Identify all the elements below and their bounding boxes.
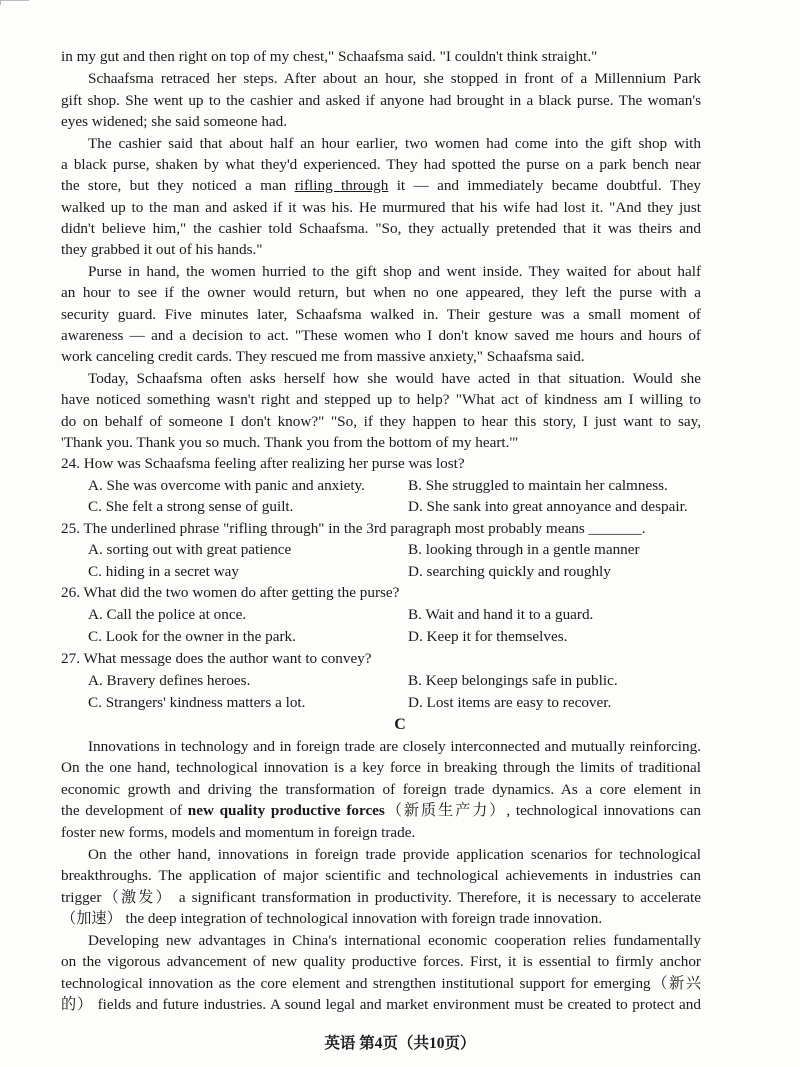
question-stem bbox=[61, 518, 701, 539]
passage-text: it — and immediately became doubtful. They bbox=[396, 177, 702, 194]
question-stem: 24. How was Schaafsma feeling after realizing her purse was lost? bbox=[61, 455, 465, 472]
passage-line: Innovations in technology and in foreign trade are closely interconnected and mutually reinforcing. bbox=[88, 738, 701, 755]
passage-line: walked up to the man and asked if it was his. He murmured that his wife had lost it. "And they just bbox=[61, 199, 701, 216]
passage-line: eyes widened; she said someone had. bbox=[61, 113, 288, 130]
passage-line: security guard. Five minutes later, Schaafsma walked in. Their gesture was a small moment of bbox=[61, 306, 701, 323]
answer-option[interactable]: A. sorting out with great patience bbox=[88, 541, 292, 558]
passage-text: the store, but they noticed a man bbox=[61, 177, 287, 194]
answer-option[interactable]: D. Lost items are easy to recover. bbox=[408, 694, 612, 711]
question-stem: 27. What message does the author want to convey? bbox=[61, 650, 372, 667]
answer-option[interactable]: C. Strangers' kindness matters a lot. bbox=[88, 694, 306, 711]
bold-term: new quality productive forces bbox=[187, 802, 385, 819]
passage-line: do on behalf of someone I don't know?" "So, if they happen to hear this story, I just want to say, bbox=[61, 413, 701, 430]
answer-option[interactable]: A. She was overcome with panic and anxiety. bbox=[88, 477, 365, 494]
answer-option[interactable]: C. She felt a strong sense of guilt. bbox=[88, 498, 294, 515]
answer-blank: _______. bbox=[588, 520, 646, 537]
passage-text: （新质生产力）, technological innovations can bbox=[384, 802, 702, 819]
passage-line: in my gut and then right on top of my chest," Schaafsma said. "I couldn't think straight." bbox=[61, 48, 598, 65]
answer-option[interactable]: A. Bravery defines heroes. bbox=[88, 672, 251, 689]
passage-line: On the other hand, innovations in foreign trade provide application scenarios for technological bbox=[88, 846, 701, 863]
passage-line: gift shop. She went up to the cashier and asked if anyone had brought in a black purse. The woman's bbox=[61, 92, 701, 109]
passage-line: economic growth and driving the transformation of foreign trade dynamics. As a core element in bbox=[61, 781, 701, 798]
answer-option[interactable]: B. looking through in a gentle manner bbox=[408, 541, 640, 558]
passage-line: they grabbed it out of his hands." bbox=[61, 241, 263, 258]
underlined-phrase: rifling through bbox=[294, 177, 389, 194]
passage-line: have noticed something wasn't right and stepped up to help? "What act of kindness am I willing to bbox=[61, 391, 701, 408]
section-heading: C bbox=[394, 716, 406, 733]
passage-text: the development of bbox=[61, 802, 183, 819]
passage-line: foster new forms, models and momentum in foreign trade. bbox=[61, 824, 416, 841]
passage-line: work canceling credit cards. They rescued me from massive anxiety," Schaafsma said. bbox=[61, 348, 585, 365]
passage-line: The cashier said that about half an hour earlier, two women had come into the gift shop with bbox=[88, 135, 701, 152]
answer-option[interactable]: D. Keep it for themselves. bbox=[408, 628, 568, 645]
passage-line: didn't believe him," the cashier told Schaafsma. "So, they actually pretended that it was theirs and bbox=[61, 220, 701, 237]
passage-line: on the vigorous advancement of new quality productive forces. First, it is essential to firmly anchor bbox=[61, 953, 701, 970]
passage-line: awareness — and a decision to act. "These women who I don't know saved me hours and hours of bbox=[61, 327, 701, 344]
answer-option[interactable]: D. searching quickly and roughly bbox=[408, 563, 611, 580]
passage-line-with-underline bbox=[61, 175, 701, 196]
passage-line: （加速） the deep integration of technological innovation with foreign trade innovation. bbox=[61, 910, 603, 927]
passage-line: an hour to see if the owner would return, but when no one appeared, they left the purse with a bbox=[61, 284, 701, 301]
scan-corner-mark bbox=[0, 0, 29, 5]
passage-line: On the one hand, technological innovation is a key force in breaking through the limits of traditional bbox=[61, 759, 701, 776]
answer-option[interactable]: D. She sank into great annoyance and despair. bbox=[408, 498, 688, 515]
passage-line: Schaafsma retraced her steps. After about an hour, she stopped in front of a Millennium Park bbox=[88, 70, 701, 87]
question-stem: 26. What did the two women do after getting the purse? bbox=[61, 584, 400, 601]
answer-option[interactable]: B. Keep belongings safe in public. bbox=[408, 672, 618, 689]
passage-line: breakthroughs. The application of major scientific and technological achievements in industries can bbox=[61, 867, 701, 884]
passage-line: a black purse, shaken by what they'd experienced. They had spotted the purse on a park bench near bbox=[61, 156, 701, 173]
passage-line: Today, Schaafsma often asks herself how she would have acted in that situation. Would she bbox=[88, 370, 701, 387]
passage-line: Developing new advantages in China's international economic cooperation relies fundamentally bbox=[88, 932, 701, 949]
passage-line-with-bold bbox=[61, 800, 701, 821]
answer-option[interactable]: B. Wait and hand it to a guard. bbox=[408, 606, 594, 623]
answer-option[interactable]: B. She struggled to maintain her calmness. bbox=[408, 477, 668, 494]
passage-line: 'Thank you. Thank you so much. Thank you from the bottom of my heart.'" bbox=[61, 434, 519, 451]
passage-line: trigger（激发） a significant transformation in productivity. Therefore, it is necessary to accelerate bbox=[61, 889, 701, 906]
answer-option[interactable]: A. Call the police at once. bbox=[88, 606, 247, 623]
passage-line: technological innovation as the core element and strengthen institutional support for emerging（新兴 bbox=[61, 975, 701, 992]
question-text: 25. The underlined phrase "rifling through" in the 3rd paragraph most probably means bbox=[61, 520, 585, 537]
page-footer: 英语 第4页（共10页） bbox=[324, 1035, 476, 1052]
answer-option[interactable]: C. Look for the owner in the park. bbox=[88, 628, 296, 645]
answer-option[interactable]: C. hiding in a secret way bbox=[88, 563, 239, 580]
passage-line: Purse in hand, the women hurried to the gift shop and went inside. They waited for about half bbox=[88, 263, 701, 280]
passage-line: 的） fields and future industries. A sound legal and market environment must be created to protect and bbox=[61, 996, 701, 1013]
